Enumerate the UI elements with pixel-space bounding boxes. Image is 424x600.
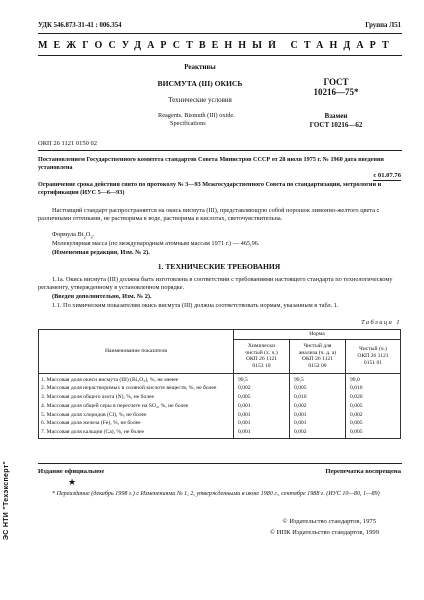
formula-sub-bi: 2 (83, 234, 86, 240)
standard-banner: МЕЖГОСУДАРСТВЕННЫЙ СТАНДАРТ (38, 40, 395, 51)
formula-label: Формула Bi (52, 231, 84, 238)
replaces-value: ГОСТ 10216—62 (309, 120, 363, 129)
value-analysis-pure: 0,002 (290, 402, 346, 411)
grade-2-line3: ОКП 26 1121 (301, 356, 334, 363)
table-row (39, 402, 401, 411)
value-pure: 99,0 (346, 373, 401, 384)
grade-3-line2: ОКП 26 1121 (357, 352, 389, 359)
indicator-name: 1. Массовая доля окиси висмута (III) (Bi₂O₃), %, не менее (39, 373, 234, 384)
gost-label: ГОСТ (323, 77, 349, 87)
table-row (39, 393, 401, 402)
official-edition: Издание официальное (38, 468, 105, 475)
indicator-name: 5. Массовая доля хлоридов (Cl), %, не более (39, 411, 234, 420)
copyright-1999: © ИПК Издательство стандартов, 1999 (269, 529, 379, 536)
grade-1-line1: Химически (247, 342, 276, 349)
value-pure: 0,020 (346, 393, 401, 402)
group-code: Группа Л51 (365, 22, 401, 29)
document-title: ВИСМУТА (III) ОКИСЬ (157, 79, 243, 88)
grade-3-line1: Чистый (ч.) (359, 346, 387, 353)
banner-rule (38, 55, 402, 56)
footer-rule (38, 463, 402, 464)
value-analysis-pure: 0,005 (290, 384, 346, 393)
table-row (39, 419, 401, 428)
header-indicator-name: Наименование показателя (39, 330, 234, 374)
indicator-name: 7. Массовая доля кальция (Ca), %, не более (39, 428, 234, 438)
clause-introduced-note: (Введен дополнительно, Изм. № 2). (52, 293, 152, 300)
value-chemically-pure: 0,005 (234, 393, 290, 402)
value-analysis-pure: 99,5 (290, 373, 346, 384)
table-caption: Таблица 1 (361, 319, 401, 326)
document-subtitle: Технические условия (168, 96, 232, 104)
value-chemically-pure: 0,001 (234, 402, 290, 411)
english-title-line1: Reagents. Bismuth (III) oxide. (158, 112, 235, 119)
indicator-name: 4. Массовая доля общей серы в пересчете на SO₄, %, не более (39, 402, 234, 411)
gost-number (296, 77, 376, 98)
header-grade-pure (346, 339, 401, 373)
reissue-note (38, 491, 400, 499)
reprint-prohibited: Перепечатка воспрещена (325, 468, 401, 475)
value-pure: 0,010 (346, 384, 401, 393)
grade-1-line4: 0153 10 (252, 362, 271, 369)
reissue-note-text: Переиздание (декабрь 1998 г.) с Изменениями № 1, 2, утвержденными в июне 1980 г., сентябре 1988 г. (ИУС 10—80, 1—89) (56, 491, 380, 497)
decree-text: Постановлением Государственного комитета стандартов Совета Министров СССР от 28 июля 1975 г. № 1960 дата введения установлена (38, 156, 384, 171)
udk-code: УДК 546.873-31-41 : 006.354 (38, 22, 122, 29)
clause-1-1: 1.1. По химическим показателям окись висмута (III) должна соответствовать нормам, указанным в табл. 1. (52, 302, 339, 309)
restriction-text: Ограничение срока действия снято по протоколу № 3—93 Межгосударственного Совета по стандартизации, метрологии и сертификации (ИУС 5—6—93) (38, 181, 382, 196)
copyright-1975: © Издательство стандартов, 1975 (282, 518, 376, 525)
value-analysis-pure: 0,001 (290, 411, 346, 420)
value-analysis-pure: 0,002 (290, 428, 346, 438)
clause-1-1a: 1.1а. Окись висмута (III) должна быть изготовлена в соответствии с требованиями настоящего стандарта по технологическому регламенту, утвержденному в установленном порядке. (38, 276, 393, 291)
table-row (39, 384, 401, 393)
section-heading: 1. ТЕХНИЧЕСКИЕ ТРЕБОВАНИЯ (157, 262, 281, 271)
value-analysis-pure: 0,010 (290, 393, 346, 402)
gost-code: 10216—75* (313, 87, 359, 98)
replaces-label: Взамен (324, 112, 348, 120)
value-pure: 0,005 (346, 402, 401, 411)
header-grade-analysis-pure (290, 339, 346, 373)
grade-2-line2: анализа (ч. д. а) (298, 349, 337, 356)
value-analysis-pure: 0,001 (290, 419, 346, 428)
english-title-line2: Specifications (170, 119, 206, 127)
table-1 (38, 329, 400, 439)
star-mark: ★ (68, 477, 77, 487)
side-stamp: ЭС НТИ "Техэксперт" (3, 460, 10, 540)
revision-note: (Измененная редакция, Изм. № 2). (52, 249, 150, 256)
value-chemically-pure: 0,001 (234, 419, 290, 428)
grade-1-line2: чистый (х. ч.) (245, 349, 278, 356)
value-pure: 0,005 (346, 428, 401, 438)
formula-sub-o: 3 (90, 234, 93, 240)
header-norm: Норма (234, 330, 401, 340)
okp-code: ОКП 26 1121 0150 02 (38, 140, 97, 147)
table-row (39, 373, 401, 384)
value-pure: 0,002 (346, 411, 401, 420)
molecular-mass: Молекулярная масса (по международным атомным массам 1971 г.) — 465,96. (52, 240, 260, 247)
table-row (39, 411, 401, 420)
indicator-name: 3. Массовая доля общего азота (N), %, не более (39, 393, 234, 402)
value-chemically-pure: 0,001 (234, 411, 290, 420)
value-chemically-pure: 99,5 (234, 373, 290, 384)
replaces-block (296, 112, 376, 130)
formula-end: . (92, 231, 95, 238)
reissue-note-star: * (52, 491, 56, 497)
category-label: Реактивы (184, 63, 216, 71)
value-chemically-pure: 0,001 (234, 428, 290, 438)
grade-1-line3: ОКП 26 1121 (245, 356, 278, 363)
indicator-name: 2. Массовая доля нерастворимых в соляной кислоте веществ, %, не более (39, 384, 234, 393)
header-rule (38, 33, 402, 34)
grade-2-line4: 0152 00 (308, 362, 327, 369)
effective-date: с 01.07.76 (373, 172, 401, 181)
grade-2-line1: Чистый для (303, 342, 332, 349)
formula-oxygen: O (85, 231, 91, 238)
table-row (39, 428, 401, 438)
indicator-name: 6. Массовая доля железа (Fe), %, не более (39, 419, 234, 428)
intro-paragraph: Настоящий стандарт распространяется на окись висмута (III), представляющую собой порошок лимонно-желтого цвета с различными оттенками, не растворима в воде, растворима в кислотах, светочувствительна. (38, 207, 380, 222)
header-grade-chemically-pure (234, 339, 290, 373)
value-pure: 0,005 (346, 419, 401, 428)
formula-line (52, 231, 94, 240)
english-title (158, 112, 235, 128)
value-chemically-pure: 0,002 (234, 384, 290, 393)
okp-rule (38, 150, 402, 151)
grade-3-line3: 0151 01 (363, 359, 383, 366)
